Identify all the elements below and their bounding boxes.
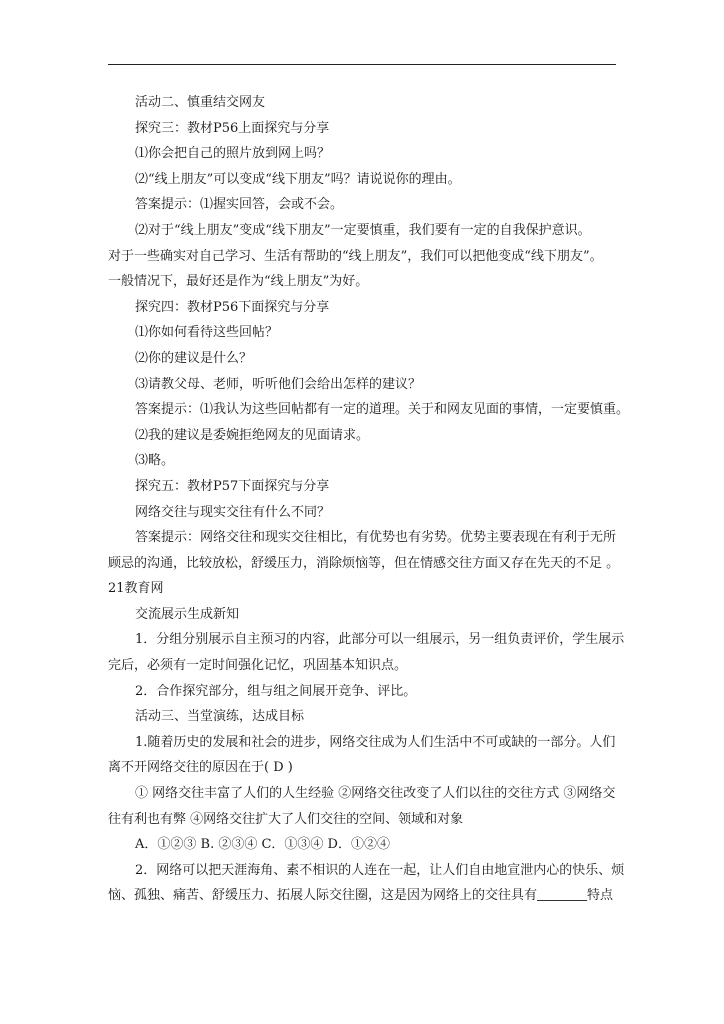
answer-line: ⑵我的建议是委婉拒绝网友的见面请求。 xyxy=(135,427,370,443)
exercise-1-stem: 离不开网络交往的原因在于( D ) xyxy=(108,760,293,776)
question-line: ⑵“线上朋友”可以变成“线下朋友”吗？请说说你的理由。 xyxy=(135,171,461,187)
answer-line: ⑶略。 xyxy=(135,453,175,469)
question-line: 网络交往与现实交往有什么不同？ xyxy=(135,504,331,520)
exercise-1-stem: 1.随着历史的发展和社会的进步，网络交往成为人们生活中不可或缺的一部分。人们 xyxy=(135,734,616,750)
explore-3-heading: 探究三：教材P56上面探究与分享 xyxy=(135,120,330,136)
explore-4-heading: 探究四：教材P56下面探究与分享 xyxy=(135,299,330,315)
exercise-1-options: A．①②③ B. ②③④ C．①③④ D．①②④ xyxy=(135,837,390,853)
answer-blank xyxy=(537,886,587,901)
step-line: 完后，必须有一定时间强化记忆，巩固基本知识点。 xyxy=(108,658,408,674)
answer-hint: 答案提示：网络交往和现实交往相比，有优势也有劣势。优势主要表现在有利于无所 xyxy=(135,530,617,546)
exercise-2-stem: 2．网络可以把天涯海角、素不相识的人连在一起，让人们自由地宣泄内心的快乐、烦 xyxy=(135,862,625,878)
exercise-1-statements: ① 网络交往丰富了人们的人生经验 ②网络交往改变了人们以往的交往方式 ③网络交 xyxy=(135,786,616,802)
answer-line: 顾忌的沟通，比较放松，舒缓压力，消除烦恼等，但在情感交往方面又存在先天的不足 。 xyxy=(108,555,620,571)
activity-3-heading: 活动三、当堂演练，达成目标 xyxy=(135,709,305,725)
exercise-2-suffix: 特点 xyxy=(587,888,614,904)
exercise-1-statements: 往有利也有弊 ④网络交往扩大了人们交往的空间、领域和对象 xyxy=(108,811,464,827)
question-line: ⑴你如何看待这些回帖？ xyxy=(135,325,279,341)
activity-2-heading: 活动二、慎重结交网友 xyxy=(135,95,266,110)
answer-line: 对于一些确实对自己学习、生活有帮助的“线上朋友”，我们可以把他变成“线下朋友”。 xyxy=(108,248,603,264)
question-line: ⑴你会把自己的照片放到网上吗？ xyxy=(135,146,331,162)
explore-5-heading: 探究五：教材P57下面探究与分享 xyxy=(135,478,330,494)
answer-line: 一般情况下，最好还是作为“线上朋友”为好。 xyxy=(108,274,369,290)
document-body xyxy=(108,90,630,909)
question-line: ⑶请教父母、老师，听听他们会给出怎样的建议？ xyxy=(135,376,422,392)
question-line: ⑵你的建议是什么？ xyxy=(135,350,253,366)
step-line: 2．合作探究部分，组与组之间展开竞争、评比。 xyxy=(135,683,417,699)
answer-hint: 答案提示：⑴我认为这些回帖都有一定的道理。关于和网友见面的事情，一定要慎重。 xyxy=(135,402,630,418)
answer-line: ⑵对于“线上朋友”变成“线下朋友”一定要慎重，我们要有一定的自我保护意识。 xyxy=(135,222,591,238)
answer-hint: 答案提示：⑴握实回答，会或不会。 xyxy=(135,197,344,213)
step-line: 1．分组分别展示自主预习的内容，此部分可以一组展示，另一组负责评价，学生展示 xyxy=(135,632,625,648)
section-heading: 交流展示生成新知 xyxy=(135,606,240,622)
exercise-2-stem xyxy=(108,883,622,909)
source-watermark: 21教育网 xyxy=(108,581,164,597)
header-rule xyxy=(108,64,616,65)
exercise-2-text: 恼、孤独、痛苦、舒缓压力、拓展人际交往圈，这是因为网络上的交往具有 xyxy=(108,888,538,904)
